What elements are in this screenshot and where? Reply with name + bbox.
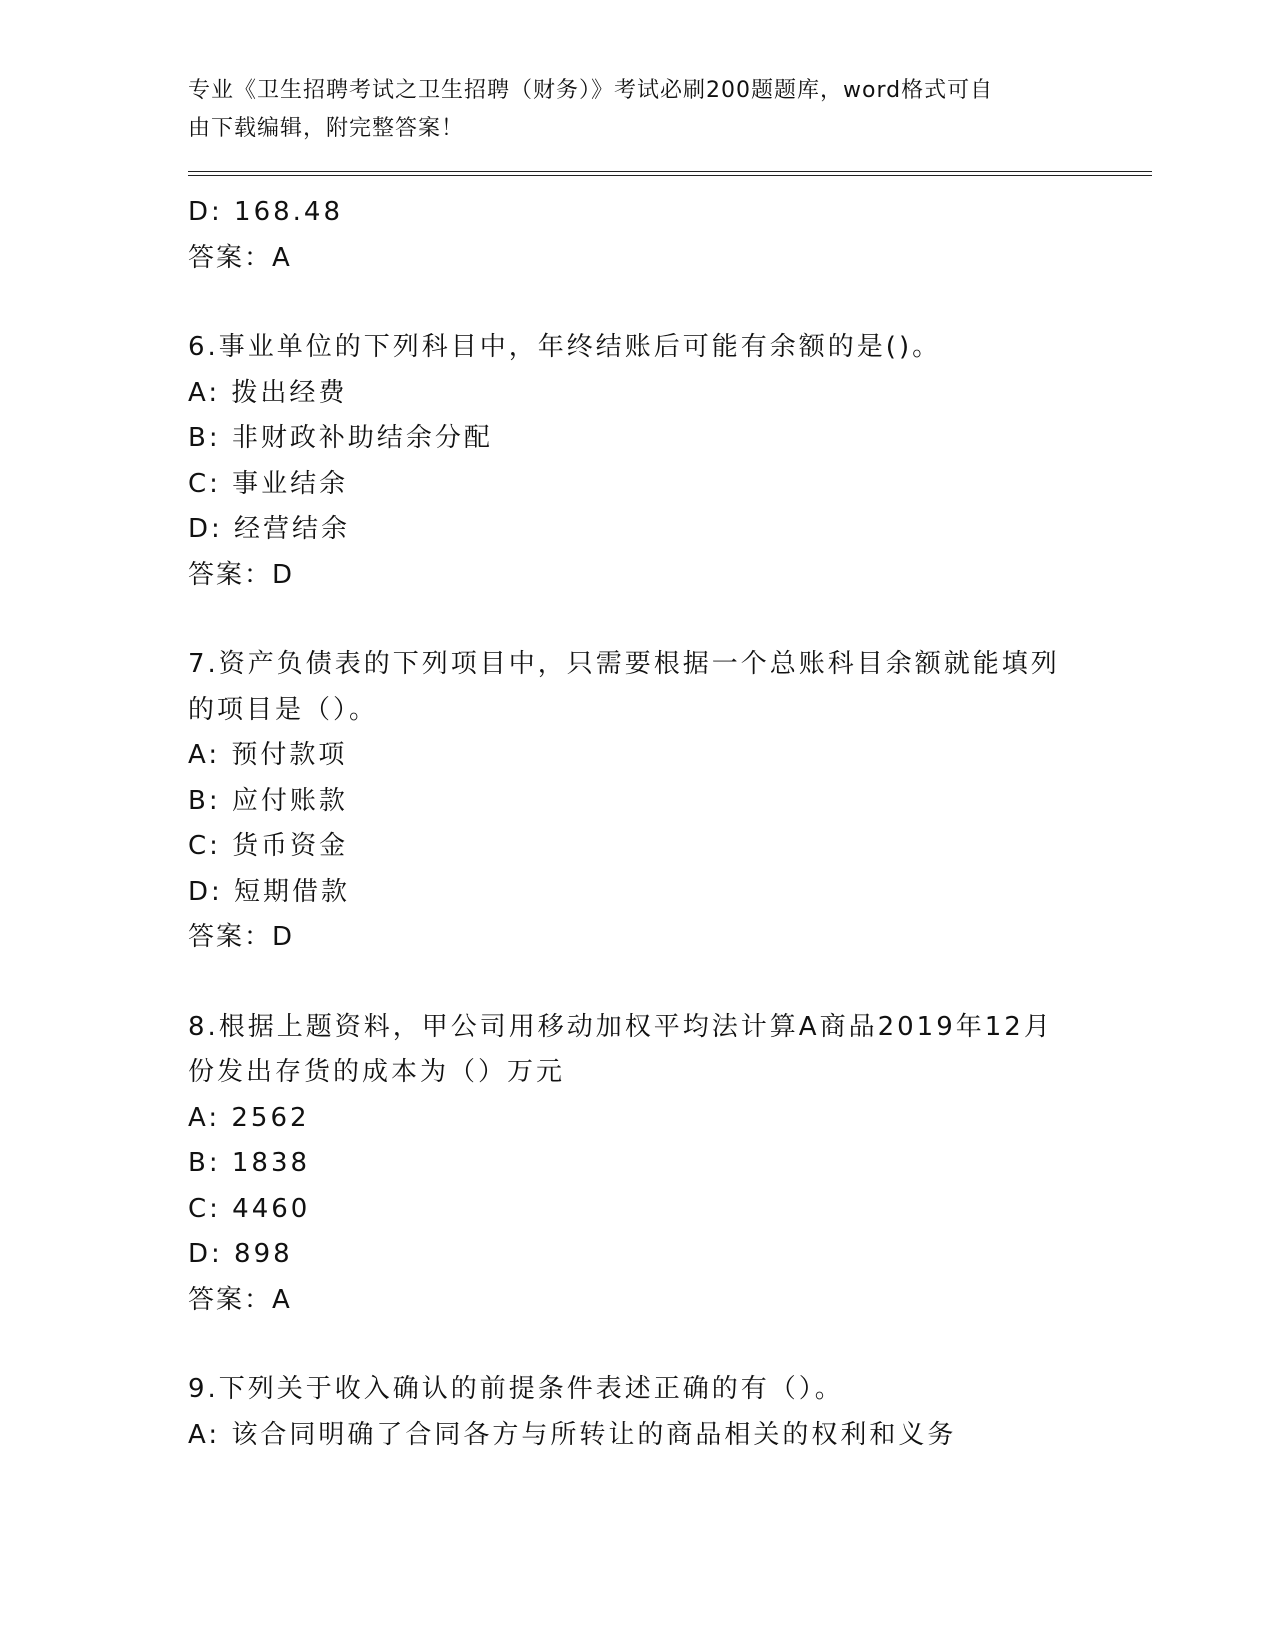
option-line: B: 应付账款	[188, 785, 348, 816]
option-line: A: 2562	[188, 1102, 310, 1133]
option-line: C: 4460	[188, 1193, 311, 1224]
header-line-1: 专业《卫生招聘考试之卫生招聘（财务）》考试必刷200题题库，word格式可自	[188, 78, 994, 103]
question-text: 9.下列关于收入确认的前提条件表述正确的有（）。	[188, 1374, 844, 1404]
option-line: D: 168.48	[188, 197, 344, 227]
option-line: C: 事业结余	[188, 468, 349, 499]
block-gap	[188, 961, 1068, 1005]
option-line: B: 非财政补助结余分配	[188, 423, 493, 453]
question-text: 7.资产负债表的下列项目中，只需要根据一个总账科目余额就能填列	[188, 649, 1060, 679]
question-block	[188, 1367, 1068, 1458]
option-line: A: 预付款项	[188, 740, 348, 770]
option-line: C: 货币资金	[188, 831, 349, 861]
question-text: 的项目是（）。	[188, 694, 379, 725]
answer-line: 答案：D	[188, 559, 295, 590]
question-text: 6.事业单位的下列科目中，年终结账后可能有余额的是()。	[188, 332, 942, 362]
block-gap	[188, 598, 1068, 642]
answer-line: 答案：A	[188, 242, 292, 273]
option-line: A: 拨出经费	[188, 377, 348, 408]
question-text: 份发出存货的成本为（）万元	[188, 1057, 566, 1087]
block-gap	[188, 1323, 1068, 1367]
question-block	[188, 190, 1068, 281]
block-gap	[188, 281, 1068, 325]
question-block	[188, 642, 1068, 961]
option-line: B: 1838	[188, 1148, 311, 1178]
question-block	[188, 1005, 1068, 1324]
header-rule-bottom	[188, 175, 1152, 176]
question-text: 8.根据上题资料，甲公司用移动加权平均法计算A商品2019年12月	[188, 1011, 1053, 1042]
option-line: A: 该合同明确了合同各方与所转让的商品相关的权利和义务	[188, 1419, 957, 1450]
option-line: D: 短期借款	[188, 876, 351, 907]
question-list	[188, 190, 1068, 1458]
option-line: D: 898	[188, 1239, 293, 1269]
question-block	[188, 325, 1068, 598]
answer-line: 答案：A	[188, 1284, 292, 1315]
document-header	[188, 72, 1068, 148]
header-rule-top	[188, 171, 1152, 172]
header-line-2: 由下载编辑，附完整答案！	[188, 116, 465, 141]
option-line: D: 经营结余	[188, 514, 351, 544]
answer-line: 答案：D	[188, 922, 295, 952]
